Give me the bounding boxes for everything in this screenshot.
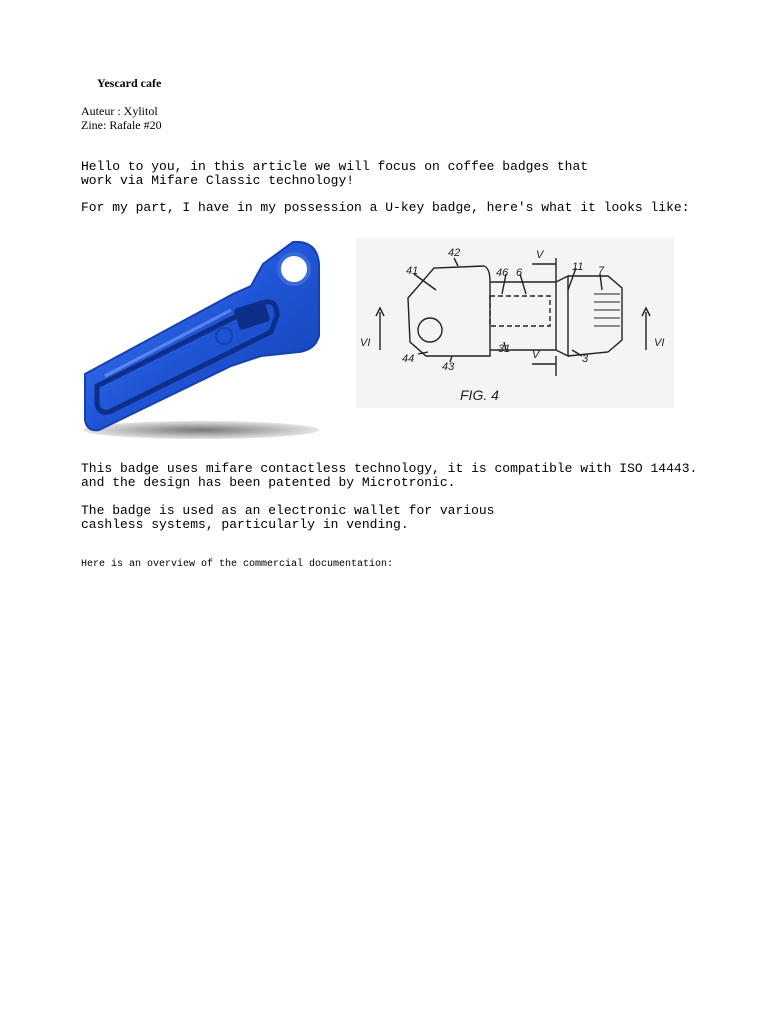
technology-line-2: and the design has been patented by Microtronic. bbox=[81, 475, 456, 490]
article-title: Yescard cafe bbox=[97, 76, 162, 90]
fig-label-41: 41 bbox=[406, 265, 419, 277]
fig-label-vi-right: VI bbox=[654, 337, 665, 349]
fig-caption: FIG. 4 bbox=[460, 387, 499, 403]
patent-figure-4 bbox=[356, 238, 674, 408]
zine-line: Zine: Rafale #20 bbox=[81, 118, 162, 132]
wallet-line-1: The badge is used as an electronic wallet for various bbox=[81, 503, 495, 518]
wallet-line-2: cashless systems, particularly in vending. bbox=[81, 517, 409, 532]
author-line: Auteur : Xylitol bbox=[81, 104, 158, 118]
u-key-badge-image bbox=[81, 236, 323, 442]
fig-label-7: 7 bbox=[598, 265, 605, 277]
fig-label-46: 46 bbox=[496, 267, 509, 279]
fig-label-31: 31 bbox=[498, 343, 511, 355]
technology-line-1: This badge uses mifare contactless technology, it is compatible with ISO 14443. bbox=[81, 461, 698, 476]
intro-line-2: work via Mifare Classic technology! bbox=[81, 173, 355, 188]
fig-label-42: 42 bbox=[448, 247, 461, 259]
fig-label-11: 11 bbox=[572, 261, 584, 273]
possession-paragraph: For my part, I have in my possession a U-key badge, here's what it looks like: bbox=[81, 200, 690, 215]
intro-line-1: Hello to you, in this article we will focus on coffee badges that bbox=[81, 159, 589, 174]
fig-label-43: 43 bbox=[442, 361, 455, 373]
fig-label-v-top: V bbox=[536, 249, 544, 261]
overview-paragraph: Here is an overview of the commercial documentation: bbox=[81, 559, 394, 570]
fig-label-44: 44 bbox=[402, 353, 415, 365]
fig-label-v-bottom: V bbox=[532, 349, 540, 361]
fig-label-3: 3 bbox=[582, 353, 589, 365]
fig-label-vi-left: VI bbox=[360, 337, 371, 349]
fig-label-6: 6 bbox=[516, 267, 523, 279]
